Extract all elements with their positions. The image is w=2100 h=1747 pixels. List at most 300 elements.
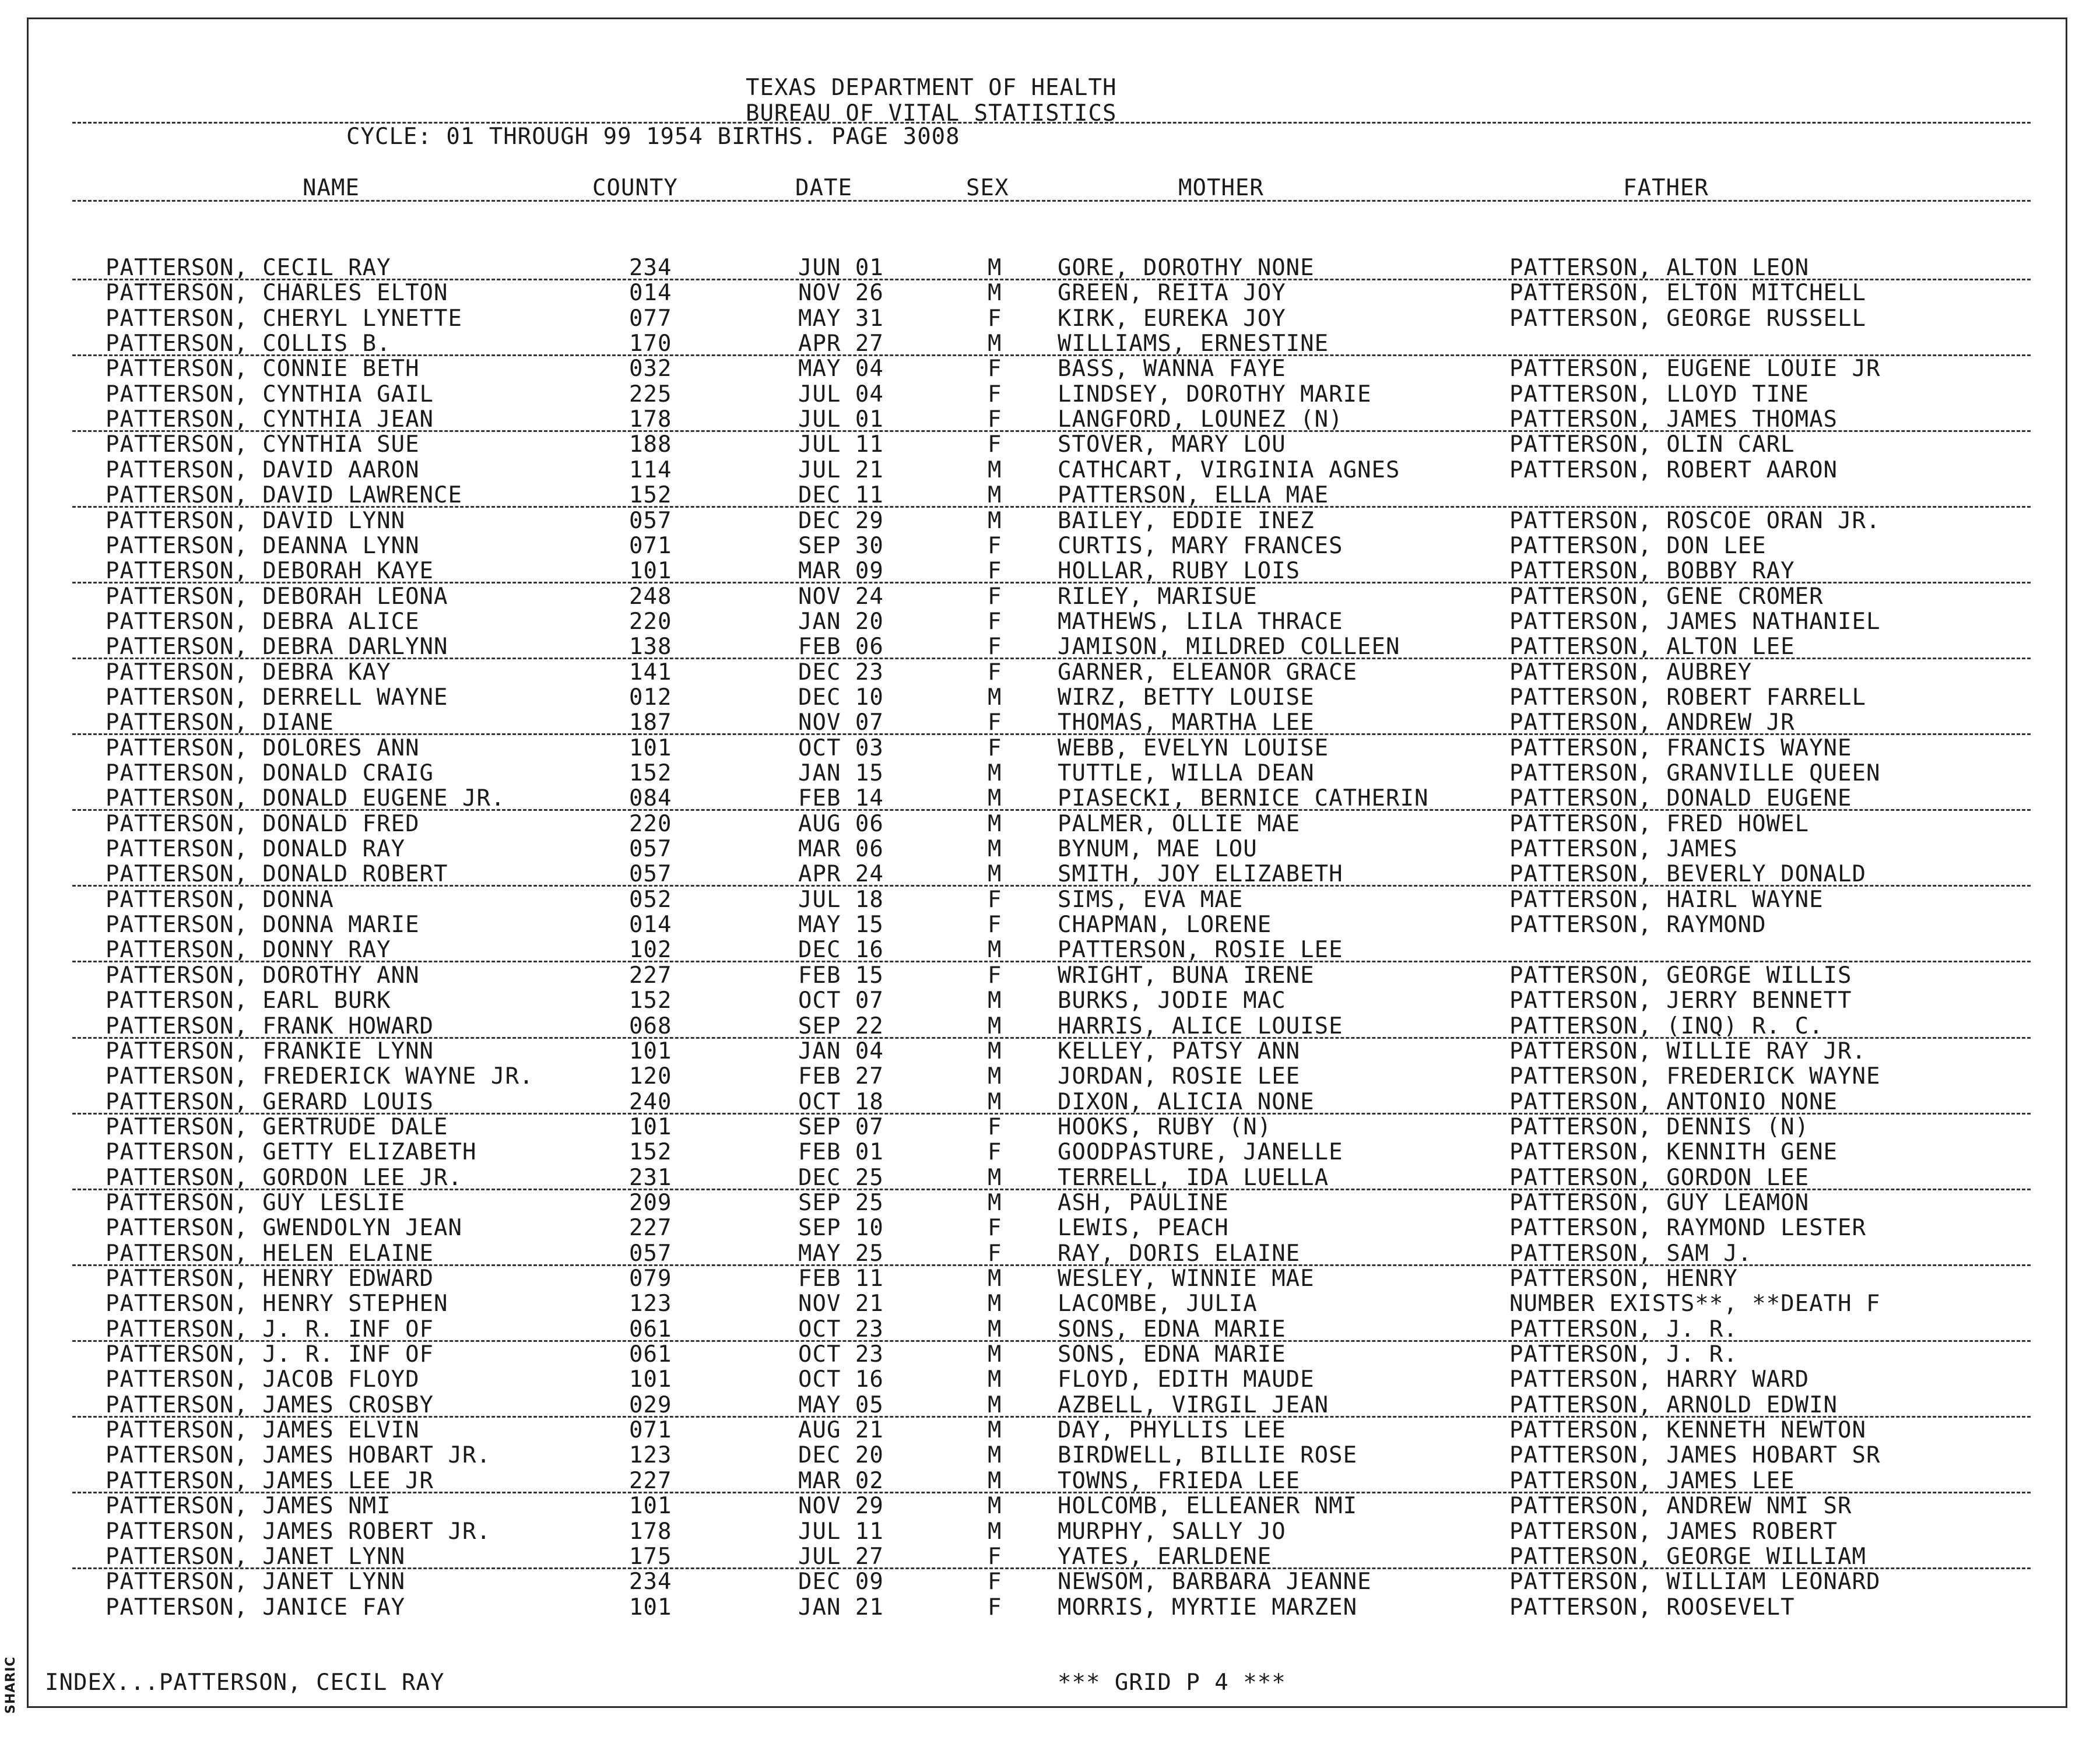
- record-row: [29, 1443, 2066, 1468]
- record-sex: M: [988, 1467, 1002, 1494]
- record-mother: RILEY, MARISUE: [1058, 583, 1258, 610]
- record-name: PATTERSON, DAVID LYNN: [106, 507, 406, 534]
- record-county: 178: [629, 406, 672, 433]
- record-sex: F: [988, 912, 1002, 938]
- record-county: 084: [629, 785, 672, 812]
- record-county: 240: [629, 1088, 672, 1115]
- record-name: PATTERSON, DEBRA ALICE: [106, 608, 420, 635]
- record-mother: WIRZ, BETTY LOUISE: [1058, 684, 1315, 711]
- record-date: MAY 31: [798, 305, 884, 332]
- column-header-county: COUNTY: [592, 175, 678, 201]
- record-row: [29, 609, 2066, 635]
- record-date: JAN 15: [798, 760, 884, 786]
- record-sex: F: [988, 583, 1002, 610]
- record-mother: WILLIAMS, ERNESTINE: [1058, 331, 1329, 357]
- record-sex: M: [988, 937, 1002, 964]
- record-name: PATTERSON, HENRY STEPHEN: [106, 1291, 448, 1317]
- record-father: PATTERSON, DON LEE: [1509, 532, 1767, 559]
- record-sex: M: [988, 1266, 1002, 1292]
- record-date: FEB 11: [798, 1266, 884, 1292]
- record-name: PATTERSON, CYNTHIA GAIL: [106, 381, 434, 407]
- record-name: PATTERSON, JAMES ROBERT JR.: [106, 1518, 491, 1545]
- column-header-rule: [72, 200, 2031, 202]
- record-name: PATTERSON, FRANKIE LYNN: [106, 1038, 434, 1064]
- record-row: [29, 1241, 2066, 1267]
- record-name: PATTERSON, EARL BURK: [106, 987, 391, 1014]
- record-name: PATTERSON, COLLIS B.: [106, 331, 391, 357]
- record-date: OCT 23: [798, 1341, 884, 1368]
- record-father: PATTERSON, ANTONIO NONE: [1509, 1088, 1838, 1115]
- record-name: PATTERSON, DAVID LAWRENCE: [106, 482, 462, 509]
- record-name: PATTERSON, JANICE FAY: [106, 1594, 406, 1621]
- record-county: 188: [629, 431, 672, 458]
- record-sex: F: [988, 1594, 1002, 1621]
- record-sex: F: [988, 734, 1002, 761]
- record-row: [29, 1039, 2066, 1064]
- record-row: [29, 660, 2066, 686]
- record-county: 101: [629, 734, 672, 761]
- record-date: DEC 25: [798, 1164, 884, 1191]
- record-sex: F: [988, 356, 1002, 382]
- record-sex: M: [988, 1366, 1002, 1393]
- record-mother: TERRELL, IDA LUELLA: [1058, 1164, 1329, 1191]
- record-name: PATTERSON, DEBORAH KAYE: [106, 558, 434, 585]
- record-county: 032: [629, 356, 672, 382]
- record-mother: ASH, PAULINE: [1058, 1189, 1229, 1216]
- record-name: PATTERSON, JAMES NMI: [106, 1493, 391, 1520]
- record-row: [29, 458, 2066, 483]
- record-father: PATTERSON, JAMES HOBART SR: [1509, 1442, 1881, 1469]
- record-father: PATTERSON, (INQ) R. C.: [1509, 1013, 1824, 1039]
- record-county: 152: [629, 1139, 672, 1166]
- record-father: PATTERSON, GEORGE WILLIAM: [1509, 1543, 1866, 1570]
- record-date: MAR 09: [798, 558, 884, 585]
- record-county: 187: [629, 709, 672, 736]
- record-father: PATTERSON, JAMES: [1509, 836, 1738, 863]
- record-county: 057: [629, 836, 672, 863]
- record-mother: HARRIS, ALICE LOUISE: [1058, 1013, 1343, 1039]
- record-date: JUN 01: [798, 255, 884, 281]
- record-mother: PATTERSON, ROSIE LEE: [1058, 937, 1343, 964]
- record-county: 123: [629, 1442, 672, 1469]
- record-father: PATTERSON, FREDERICK WAYNE: [1509, 1063, 1881, 1090]
- record-row: [29, 710, 2066, 736]
- record-father: PATTERSON, J. R.: [1509, 1341, 1738, 1368]
- record-row: [29, 1014, 2066, 1039]
- record-sex: F: [988, 1543, 1002, 1570]
- record-date: SEP 25: [798, 1189, 884, 1216]
- record-county: 101: [629, 1038, 672, 1064]
- record-county: 227: [629, 1215, 672, 1242]
- record-county: 029: [629, 1391, 672, 1418]
- record-father: PATTERSON, HAIRL WAYNE: [1509, 886, 1824, 913]
- record-county: 141: [629, 659, 672, 686]
- record-date: NOV 21: [798, 1291, 884, 1317]
- record-mother: BIRDWELL, BILLIE ROSE: [1058, 1442, 1358, 1469]
- record-date: APR 27: [798, 331, 884, 357]
- record-sex: F: [988, 634, 1002, 660]
- record-county: 061: [629, 1341, 672, 1368]
- footer-grid: *** GRID P 4 ***: [1058, 1669, 1286, 1696]
- record-county: 057: [629, 861, 672, 888]
- record-sex: F: [988, 709, 1002, 736]
- record-name: PATTERSON, DOROTHY ANN: [106, 962, 420, 989]
- record-date: NOV 24: [798, 583, 884, 610]
- record-name: PATTERSON, DAVID AARON: [106, 456, 420, 483]
- column-header-sex: SEX: [966, 175, 1009, 201]
- record-row: [29, 432, 2066, 458]
- record-father: PATTERSON, ROSCOE ORAN JR.: [1509, 507, 1881, 534]
- record-date: DEC 23: [798, 659, 884, 686]
- record-county: 227: [629, 962, 672, 989]
- record-sex: M: [988, 1341, 1002, 1368]
- record-father: PATTERSON, BEVERLY DONALD: [1509, 861, 1866, 888]
- record-county: 068: [629, 1013, 672, 1039]
- record-name: PATTERSON, DERRELL WAYNE: [106, 684, 448, 711]
- record-father: PATTERSON, ROBERT FARRELL: [1509, 684, 1866, 711]
- record-date: JUL 18: [798, 886, 884, 913]
- record-mother: GORE, DOROTHY NONE: [1058, 255, 1315, 281]
- record-date: DEC 29: [798, 507, 884, 534]
- record-row: [29, 508, 2066, 534]
- record-date: FEB 27: [798, 1063, 884, 1090]
- record-row: [29, 584, 2066, 610]
- record-county: 234: [629, 255, 672, 281]
- header-bureau: BUREAU OF VITAL STATISTICS: [746, 100, 1117, 126]
- record-sex: M: [988, 810, 1002, 837]
- record-father: PATTERSON, JAMES ROBERT: [1509, 1518, 1838, 1545]
- record-mother: BAILEY, EDDIE INEZ: [1058, 507, 1315, 534]
- record-date: OCT 03: [798, 734, 884, 761]
- record-name: PATTERSON, DEANNA LYNN: [106, 532, 420, 559]
- record-county: 152: [629, 987, 672, 1014]
- record-name: PATTERSON, CYNTHIA JEAN: [106, 406, 434, 433]
- record-name: PATTERSON, FREDERICK WAYNE JR.: [106, 1063, 534, 1090]
- record-sex: F: [988, 886, 1002, 913]
- record-mother: BASS, WANNA FAYE: [1058, 356, 1286, 382]
- record-mother: SONS, EDNA MARIE: [1058, 1316, 1286, 1342]
- record-row: [29, 1393, 2066, 1418]
- record-sex: M: [988, 684, 1002, 711]
- record-date: NOV 26: [798, 280, 884, 307]
- record-county: 120: [629, 1063, 672, 1090]
- record-row: [29, 1418, 2066, 1443]
- record-row: [29, 1165, 2066, 1191]
- record-mother: LINDSEY, DOROTHY MARIE: [1058, 381, 1372, 407]
- record-row: [29, 1140, 2066, 1165]
- record-father: PATTERSON, WILLIE RAY JR.: [1509, 1038, 1866, 1064]
- record-mother: BYNUM, MAE LOU: [1058, 836, 1258, 863]
- record-row: [29, 1342, 2066, 1368]
- record-father: PATTERSON, HARRY WARD: [1509, 1366, 1810, 1393]
- record-date: JUL 11: [798, 1518, 884, 1545]
- record-father: PATTERSON, ANDREW NMI SR: [1509, 1493, 1852, 1520]
- record-sex: F: [988, 558, 1002, 585]
- record-row: [29, 1519, 2066, 1545]
- record-date: FEB 15: [798, 962, 884, 989]
- record-date: JUL 04: [798, 381, 884, 407]
- record-county: 101: [629, 1594, 672, 1621]
- record-name: PATTERSON, DONNA: [106, 886, 334, 913]
- record-county: 102: [629, 937, 672, 964]
- record-date: NOV 29: [798, 1493, 884, 1520]
- record-row: [29, 306, 2066, 332]
- record-name: PATTERSON, GORDON LEE JR.: [106, 1164, 462, 1191]
- record-father: PATTERSON, EUGENE LOUIE JR: [1509, 356, 1881, 382]
- record-sex: F: [988, 608, 1002, 635]
- record-county: 052: [629, 886, 672, 913]
- column-header-date: DATE: [795, 175, 852, 201]
- record-father: PATTERSON, RAYMOND LESTER: [1509, 1215, 1866, 1242]
- record-mother: RAY, DORIS ELAINE: [1058, 1240, 1301, 1267]
- record-county: 061: [629, 1316, 672, 1342]
- record-name: PATTERSON, DEBRA DARLYNN: [106, 634, 448, 660]
- record-father: PATTERSON, WILLIAM LEONARD: [1509, 1569, 1881, 1595]
- record-sex: M: [988, 507, 1002, 534]
- record-name: PATTERSON, JACOB FLOYD: [106, 1366, 420, 1393]
- record-sex: F: [988, 1240, 1002, 1267]
- record-mother: NEWSOM, BARBARA JEANNE: [1058, 1569, 1372, 1595]
- record-date: MAY 04: [798, 356, 884, 382]
- record-sex: M: [988, 785, 1002, 812]
- record-county: 225: [629, 381, 672, 407]
- record-name: PATTERSON, CHARLES ELTON: [106, 280, 448, 307]
- record-father: PATTERSON, GENE CROMER: [1509, 583, 1824, 610]
- record-date: MAY 15: [798, 912, 884, 938]
- record-row: [29, 356, 2066, 382]
- record-father: PATTERSON, DONALD EUGENE: [1509, 785, 1852, 812]
- side-mark-text: SHARIC: [3, 1656, 18, 1714]
- record-sex: M: [988, 760, 1002, 786]
- record-county: 231: [629, 1164, 672, 1191]
- record-county: 220: [629, 810, 672, 837]
- record-name: PATTERSON, DONALD RAY: [106, 836, 406, 863]
- record-mother: AZBELL, VIRGIL JEAN: [1058, 1391, 1329, 1418]
- record-date: DEC 20: [798, 1442, 884, 1469]
- record-mother: CURTIS, MARY FRANCES: [1058, 532, 1343, 559]
- record-sex: M: [988, 456, 1002, 483]
- record-sex: M: [988, 1316, 1002, 1342]
- record-father: PATTERSON, ROBERT AARON: [1509, 456, 1838, 483]
- record-father: PATTERSON, GRANVILLE QUEEN: [1509, 760, 1881, 786]
- record-mother: PATTERSON, ELLA MAE: [1058, 482, 1329, 509]
- record-father: PATTERSON, ALTON LEON: [1509, 255, 1810, 281]
- record-row: [29, 533, 2066, 559]
- record-mother: MORRIS, MYRTIE MARZEN: [1058, 1594, 1358, 1621]
- record-row: [29, 1367, 2066, 1393]
- record-mother: GOODPASTURE, JANELLE: [1058, 1139, 1343, 1166]
- column-header-father: FATHER: [1623, 175, 1709, 201]
- record-father: PATTERSON, GORDON LEE: [1509, 1164, 1810, 1191]
- record-row: [29, 483, 2066, 508]
- record-mother: KELLEY, PATSY ANN: [1058, 1038, 1301, 1064]
- record-county: 077: [629, 305, 672, 332]
- record-name: PATTERSON, HENRY EDWARD: [106, 1266, 434, 1292]
- record-date: SEP 22: [798, 1013, 884, 1039]
- record-date: JUL 11: [798, 431, 884, 458]
- record-sex: M: [988, 861, 1002, 888]
- record-sex: M: [988, 1493, 1002, 1520]
- record-mother: LACOMBE, JULIA: [1058, 1291, 1258, 1317]
- record-county: 234: [629, 1569, 672, 1595]
- record-row: [29, 1115, 2066, 1140]
- record-county: 209: [629, 1189, 672, 1216]
- record-date: SEP 07: [798, 1113, 884, 1140]
- record-mother: WRIGHT, BUNA IRENE: [1058, 962, 1315, 989]
- record-sex: F: [988, 305, 1002, 332]
- record-county: 101: [629, 1113, 672, 1140]
- record-row: [29, 685, 2066, 711]
- record-mother: SMITH, JOY ELIZABETH: [1058, 861, 1343, 888]
- record-mother: MURPHY, SALLY JO: [1058, 1518, 1286, 1545]
- footer-index: INDEX...PATTERSON, CECIL RAY: [45, 1669, 445, 1696]
- record-name: PATTERSON, CONNIE BETH: [106, 356, 420, 382]
- record-date: JUL 21: [798, 456, 884, 483]
- record-row: [29, 1595, 2066, 1621]
- record-father: PATTERSON, JAMES NATHANIEL: [1509, 608, 1881, 635]
- record-father: PATTERSON, ELTON MITCHELL: [1509, 280, 1866, 307]
- record-row: [29, 1317, 2066, 1342]
- record-sex: M: [988, 1442, 1002, 1469]
- record-father: PATTERSON, KENNITH GENE: [1509, 1139, 1838, 1166]
- record-mother: WEBB, EVELYN LOUISE: [1058, 734, 1329, 761]
- record-name: PATTERSON, DONALD EUGENE JR.: [106, 785, 505, 812]
- record-row: [29, 255, 2066, 281]
- record-father: PATTERSON, OLIN CARL: [1509, 431, 1795, 458]
- record-father: PATTERSON, JERRY BENNETT: [1509, 987, 1852, 1014]
- record-mother: BURKS, JODIE MAC: [1058, 987, 1286, 1014]
- record-father: PATTERSON, JAMES LEE: [1509, 1467, 1795, 1494]
- header-department: TEXAS DEPARTMENT OF HEALTH: [746, 75, 1117, 101]
- record-mother: KIRK, EUREKA JOY: [1058, 305, 1286, 332]
- record-row: [29, 736, 2066, 761]
- side-margin-mark: [3, 1597, 21, 1714]
- column-header-name: NAME: [303, 175, 360, 201]
- record-father: NUMBER EXISTS**, **DEATH F: [1509, 1291, 1881, 1317]
- record-name: PATTERSON, DONALD ROBERT: [106, 861, 448, 888]
- record-mother: SIMS, EVA MAE: [1058, 886, 1244, 913]
- record-mother: HOLLAR, RUBY LOIS: [1058, 558, 1301, 585]
- record-row: [29, 1266, 2066, 1292]
- record-name: PATTERSON, CHERYL LYNETTE: [106, 305, 462, 332]
- record-sex: M: [988, 1518, 1002, 1545]
- record-sex: M: [988, 1391, 1002, 1418]
- record-sex: M: [988, 1063, 1002, 1090]
- record-sex: M: [988, 1038, 1002, 1064]
- record-father: PATTERSON, J. R.: [1509, 1316, 1738, 1342]
- record-row: [29, 1190, 2066, 1216]
- record-sex: F: [988, 431, 1002, 458]
- record-father: PATTERSON, KENNETH NEWTON: [1509, 1417, 1866, 1444]
- record-county: 227: [629, 1467, 672, 1494]
- record-date: DEC 16: [798, 937, 884, 964]
- record-mother: STOVER, MARY LOU: [1058, 431, 1286, 458]
- record-date: DEC 11: [798, 482, 884, 509]
- record-mother: CHAPMAN, LORENE: [1058, 912, 1272, 938]
- record-sex: M: [988, 280, 1002, 307]
- record-sex: M: [988, 1164, 1002, 1191]
- record-county: 057: [629, 507, 672, 534]
- record-date: JAN 21: [798, 1594, 884, 1621]
- record-county: 101: [629, 1366, 672, 1393]
- record-sex: F: [988, 406, 1002, 433]
- record-county: 175: [629, 1543, 672, 1570]
- record-father: PATTERSON, HENRY: [1509, 1266, 1738, 1292]
- record-mother: HOOKS, RUBY (N): [1058, 1113, 1272, 1140]
- record-mother: YATES, EARLDENE: [1058, 1543, 1272, 1570]
- record-row: [29, 1569, 2066, 1595]
- record-sheet: [27, 17, 2067, 1708]
- record-mother: JAMISON, MILDRED COLLEEN: [1058, 634, 1400, 660]
- record-mother: LANGFORD, LOUNEZ (N): [1058, 406, 1343, 433]
- record-name: PATTERSON, DOLORES ANN: [106, 734, 420, 761]
- record-row: [29, 912, 2066, 938]
- record-county: 248: [629, 583, 672, 610]
- record-county: 101: [629, 558, 672, 585]
- record-row: [29, 1089, 2066, 1115]
- record-date: DEC 09: [798, 1569, 884, 1595]
- record-row: [29, 1215, 2066, 1241]
- record-date: DEC 10: [798, 684, 884, 711]
- column-header-row: [29, 175, 2066, 201]
- record-father: PATTERSON, DENNIS (N): [1509, 1113, 1810, 1140]
- record-mother: TUTTLE, WILLA DEAN: [1058, 760, 1315, 786]
- record-mother: DIXON, ALICIA NONE: [1058, 1088, 1315, 1115]
- record-mother: DAY, PHYLLIS LEE: [1058, 1417, 1286, 1444]
- record-date: APR 24: [798, 861, 884, 888]
- record-name: PATTERSON, JAMES ELVIN: [106, 1417, 420, 1444]
- record-name: PATTERSON, CYNTHIA SUE: [106, 431, 420, 458]
- record-father: PATTERSON, FRANCIS WAYNE: [1509, 734, 1852, 761]
- record-date: FEB 06: [798, 634, 884, 660]
- record-sex: M: [988, 331, 1002, 357]
- record-row: [29, 786, 2066, 811]
- record-county: 114: [629, 456, 672, 483]
- record-name: PATTERSON, DONALD CRAIG: [106, 760, 434, 786]
- record-name: PATTERSON, GERTRUDE DALE: [106, 1113, 448, 1140]
- record-sex: M: [988, 1291, 1002, 1317]
- record-county: 178: [629, 1518, 672, 1545]
- record-date: JAN 20: [798, 608, 884, 635]
- record-sex: F: [988, 962, 1002, 989]
- record-date: FEB 01: [798, 1139, 884, 1166]
- record-county: 152: [629, 482, 672, 509]
- record-name: PATTERSON, CECIL RAY: [106, 255, 391, 281]
- record-sex: M: [988, 1417, 1002, 1444]
- record-name: PATTERSON, J. R. INF OF: [106, 1341, 434, 1368]
- record-name: PATTERSON, DONNA MARIE: [106, 912, 420, 938]
- record-name: PATTERSON, JANET LYNN: [106, 1543, 406, 1570]
- record-name: PATTERSON, DEBRA KAY: [106, 659, 391, 686]
- record-date: JAN 04: [798, 1038, 884, 1064]
- record-sex: M: [988, 482, 1002, 509]
- record-mother: TOWNS, FRIEDA LEE: [1058, 1467, 1301, 1494]
- record-sex: F: [988, 1215, 1002, 1242]
- record-name: PATTERSON, DEBORAH LEONA: [106, 583, 448, 610]
- record-name: PATTERSON, JAMES LEE JR: [106, 1467, 434, 1494]
- record-date: MAY 05: [798, 1391, 884, 1418]
- record-name: PATTERSON, HELEN ELAINE: [106, 1240, 434, 1267]
- record-name: PATTERSON, GERARD LOUIS: [106, 1088, 434, 1115]
- record-mother: SONS, EDNA MARIE: [1058, 1341, 1286, 1368]
- record-name: PATTERSON, GUY LESLIE: [106, 1189, 406, 1216]
- record-date: MAR 02: [798, 1467, 884, 1494]
- record-row: [29, 280, 2066, 306]
- record-sex: M: [988, 987, 1002, 1014]
- record-father: PATTERSON, ANDREW JR: [1509, 709, 1795, 736]
- record-date: MAY 25: [798, 1240, 884, 1267]
- record-county: 071: [629, 532, 672, 559]
